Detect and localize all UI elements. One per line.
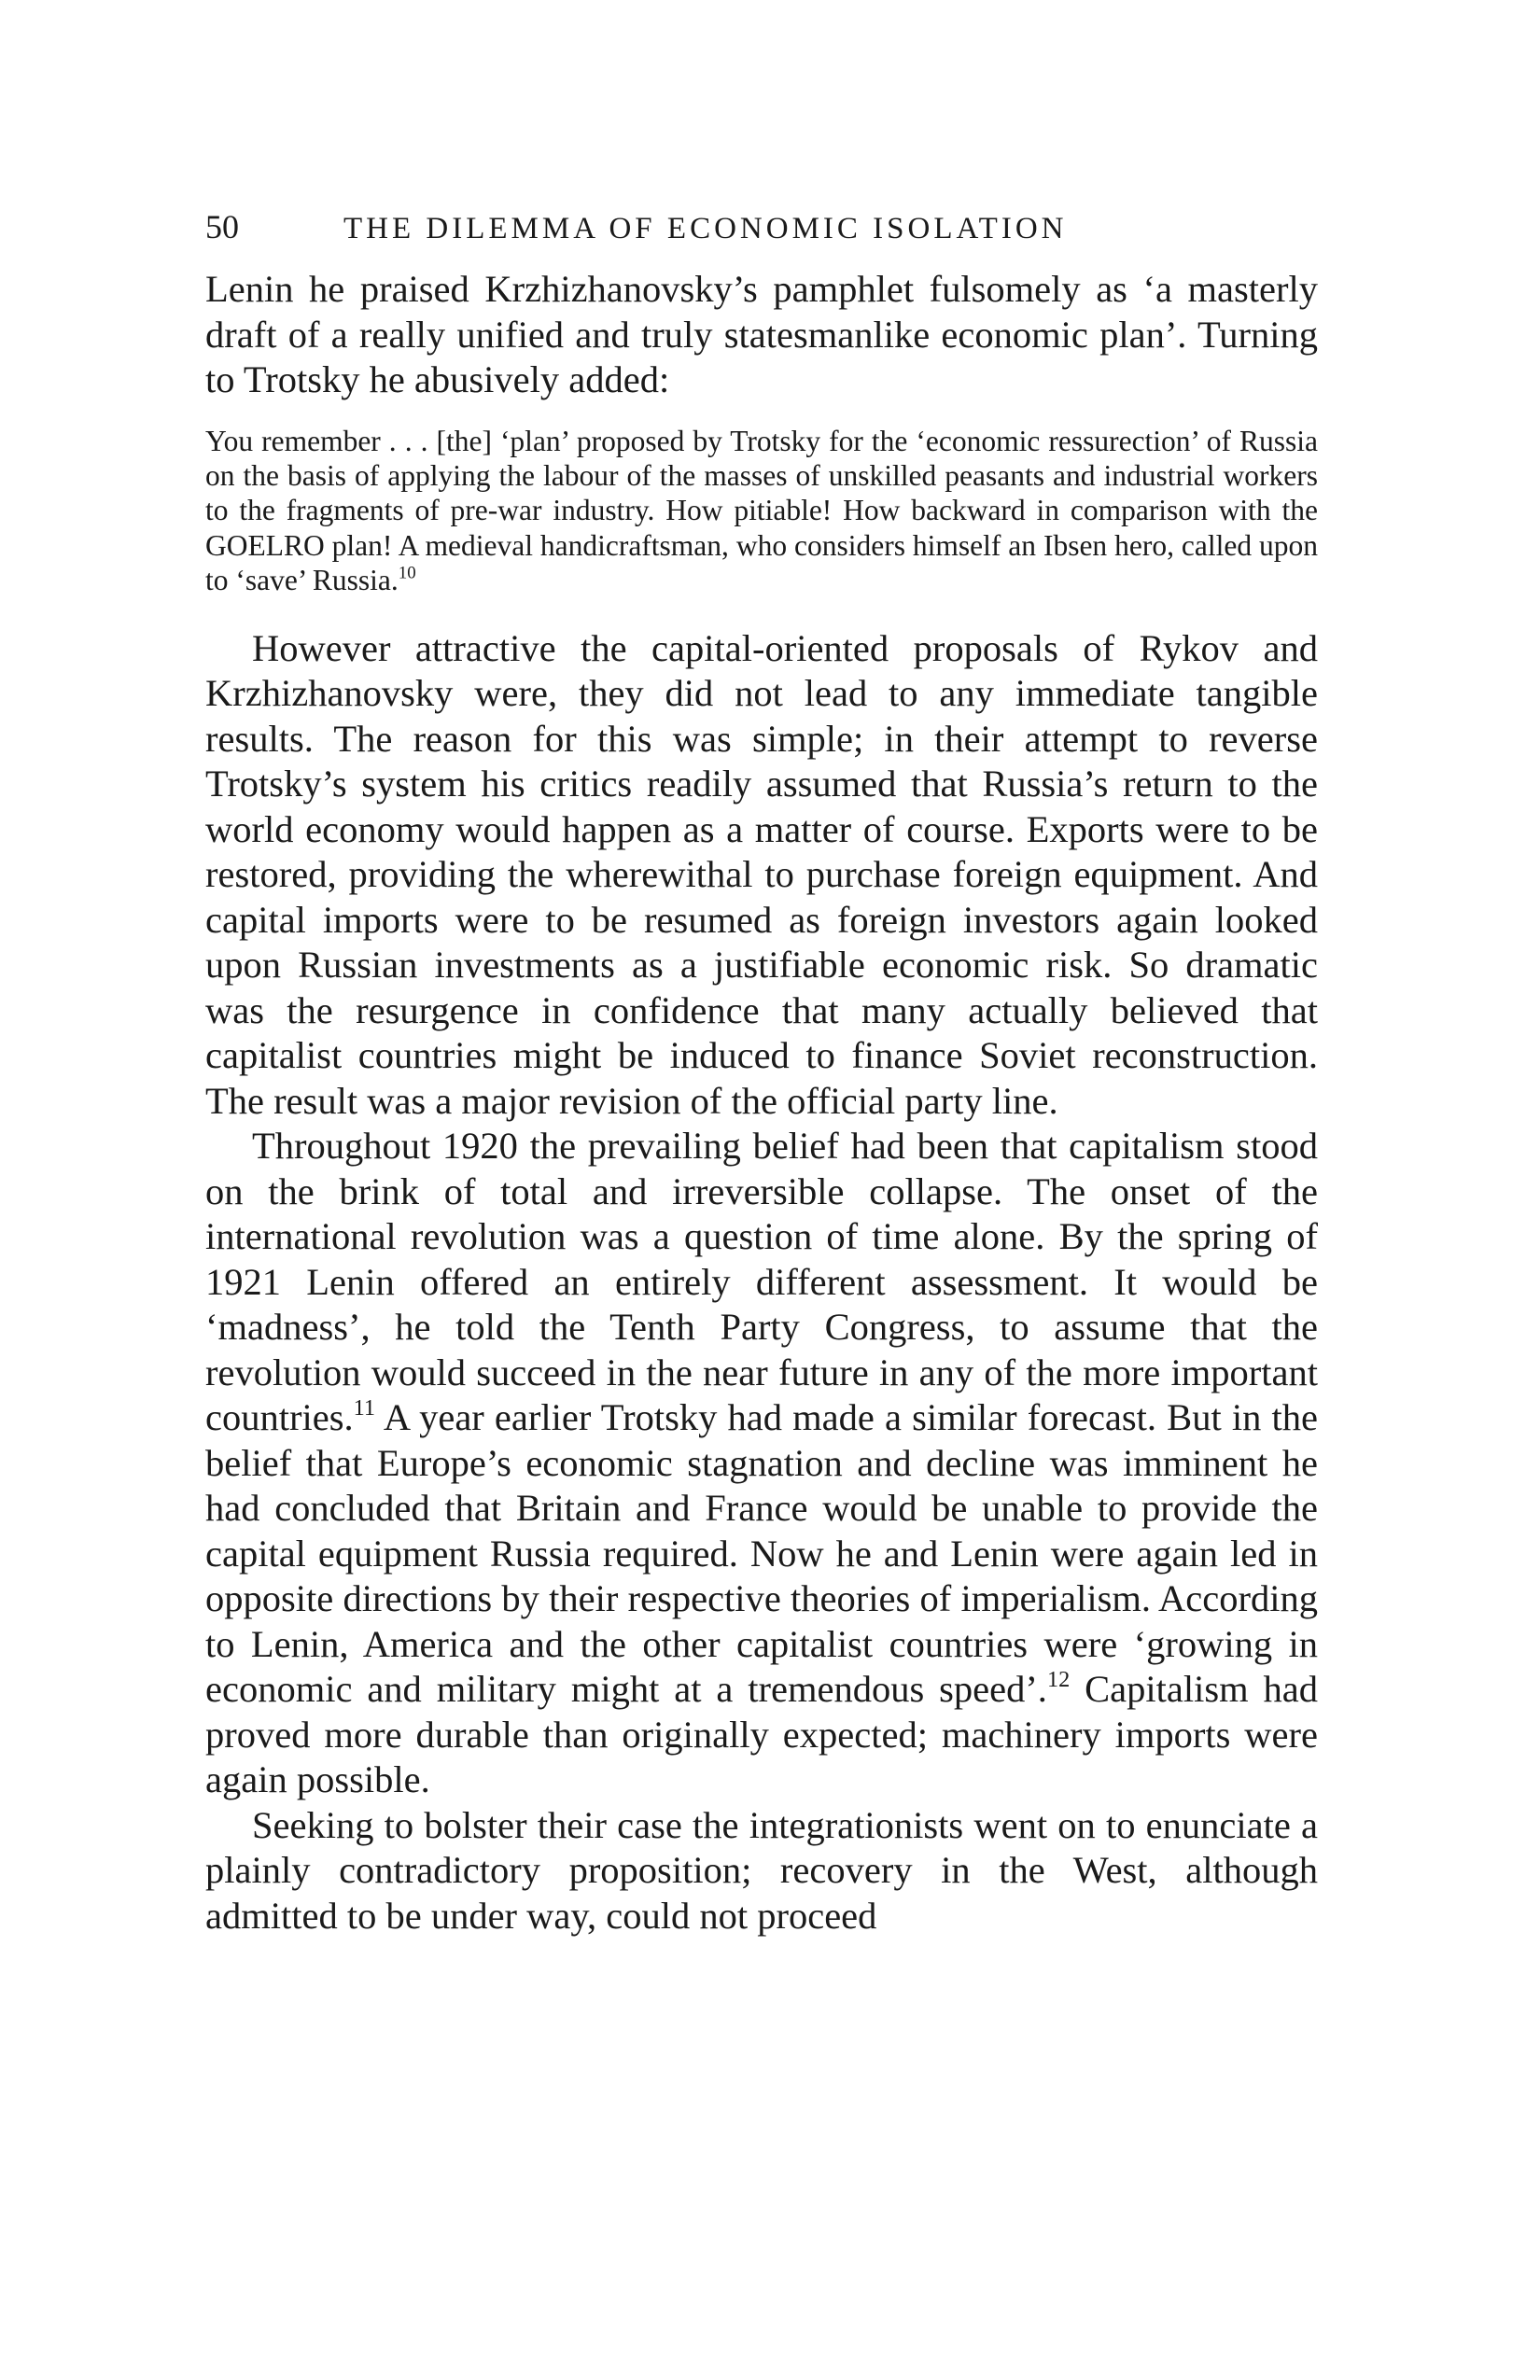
footnote-ref-12: 12: [1046, 1667, 1071, 1693]
running-head-title: THE DILEMMA OF ECONOMIC ISOLATION: [343, 212, 1068, 245]
footnote-ref-11: 11: [353, 1395, 375, 1421]
paragraph-integrationists: Seeking to bolster their case the integrationists went on to enunciate a plainly contradictory proposition; recovery in the West, although admitted to be under way, could not proceed: [205, 1803, 1318, 1937]
running-head: [205, 207, 1325, 252]
paragraph-capital-proposals: However attractive the capital-oriented proposals of Rykov and Krzhizhanovsky were, they did not lead to any immediate tangible results. The reason for this was simple; in their attempt to reverse Trotsky’s system his critics readily assumed that Russia’s return to the world economy would happen as a matter of course. Exports were to be restored, providing the wherewithal to purchase foreign equipment. And capital imports were to be resumed as foreign investors again looked upon Russian investments as a justifiable economic risk. So dramatic was the resurgence in confidence that many actually believed that capitalist countries might be induced to finance Soviet reconstruction. The result was a major revision of the official party line.: [205, 626, 1318, 1122]
paragraph-text: Throughout 1920 the prevailing belief had been that capitalism stood on the brink of total and irreversible collapse. The onset of the international revolution was a question of time alone. By the spring of 1921 Lenin offered an entirely different assessment. It would be ‘madness’, he told the Tenth Party Congress, to assume that the revolution would succeed in the near future in any of the more important countries.: [205, 1125, 1318, 1439]
paragraph-text: A year earlier Trotsky had made a similar forecast. But in the belief that Europe’s economic stagnation and decline was imminent he had concluded that Britain and France would be unable to provide the capital equipment Russia required. Now he and Lenin were again led in opposite directions by their respective theories of imperialism. According to Lenin, America and the other capitalist countries were ‘growing in economic and military might at a tremendous speed’.: [205, 1396, 1318, 1711]
paragraph-continued: Lenin he praised Krzhizhanovsky’s pamphlet fulsomely as ‘a masterly draft of a really unified and truly statesmanlike economic plan’. Turning to Trotsky he abusively added:: [205, 268, 1318, 400]
block-quote: [205, 424, 1318, 598]
paragraph-capitalism-collapse: [205, 1124, 1318, 1803]
page-number: 50: [205, 208, 239, 245]
paragraph-text: Capitalism had proved more durable than originally expected; machinery imports were again possible.: [205, 1668, 1318, 1801]
footnote-ref-10: 10: [398, 563, 416, 583]
quote-text: You remember . . . [the] ‘plan’ proposed by Trotsky for the ‘economic ressurection’ of Russia on the basis of applying the labour of the masses of unskilled peasants and industrial workers to the fragments of pre-war industry. How pitiable! How backward in comparison with the GOELRO plan! A medieval handicraftsman, who considers himself an Ibsen hero, called upon to ‘save’ Russia.: [205, 424, 1318, 597]
text-block: [205, 267, 1318, 1939]
